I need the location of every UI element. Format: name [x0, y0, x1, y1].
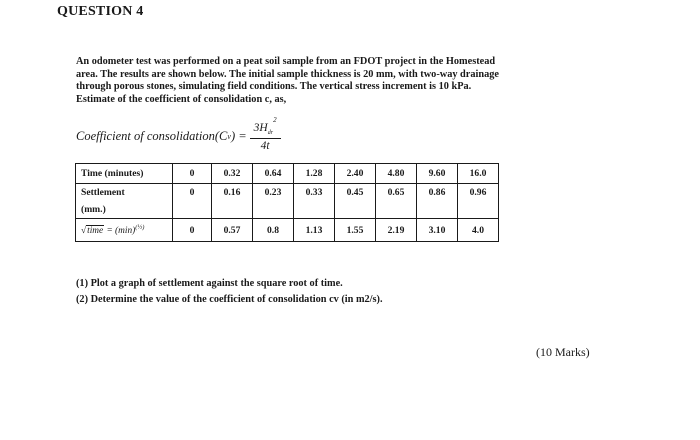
- table-cell: 4.80: [376, 164, 417, 184]
- table-cell: 0: [173, 219, 212, 242]
- task-item: (1) Plot a graph of settlement against the square root of time.: [76, 278, 343, 289]
- table-cell: 1.55: [335, 219, 376, 242]
- table-cell: 0.32: [212, 164, 253, 184]
- question-heading: QUESTION 4: [57, 4, 144, 19]
- formula-lhs-end: ) =: [230, 128, 247, 143]
- table-cell: 0: [173, 164, 212, 184]
- table-cell: 4.0: [458, 219, 499, 242]
- table-cell: 1.13: [294, 219, 335, 242]
- table-row-time: [76, 164, 499, 184]
- table-row-settlement: [76, 184, 499, 202]
- statement-line: area. The results are shown below. The initial sample thickness is 20 mm, with two-way drainage: [76, 68, 499, 80]
- table-cell: 9.60: [417, 164, 458, 184]
- table-cell: 3.10: [417, 219, 458, 242]
- formula-lhs: Coefficient of consolidation(C: [76, 128, 228, 143]
- formula-numerator: [250, 116, 281, 138]
- formula-fraction: [250, 116, 281, 152]
- row-header-settlement-units: (mm.): [76, 201, 173, 219]
- sqrt-label-sup: (½): [135, 223, 145, 231]
- formula-lhs-sub: v: [227, 131, 231, 141]
- table-row-sqrt-time: [76, 219, 499, 242]
- numerator-sup: 2: [273, 116, 277, 125]
- table-cell: 1.28: [294, 164, 335, 184]
- table-cell: 0.64: [253, 164, 294, 184]
- sqrt-label-rest: = (min): [106, 226, 136, 237]
- statement-line: Estimate of the coefficient of consolidation c, as,: [76, 93, 287, 105]
- table-cell: 0.86: [417, 184, 458, 219]
- task-item: (2) Determine the value of the coefficient of consolidation cv (in m2/s).: [76, 294, 383, 305]
- numerator-text: 3H: [253, 122, 268, 135]
- table-cell: 0.45: [335, 184, 376, 219]
- formula-denominator: 4t: [260, 139, 270, 152]
- table-cell: 0.33: [294, 184, 335, 219]
- table-cell: 0.8: [253, 219, 294, 242]
- statement-line: An odometer test was performed on a peat soil sample from an FDOT project in the Homestead: [76, 56, 496, 67]
- table-cell: 16.0: [458, 164, 499, 184]
- sqrt-time-label: √time = $(\min)^{(\frac{1}{2})}$: [81, 223, 145, 237]
- row-header-time: Time (minutes): [76, 164, 173, 184]
- problem-statement: [76, 56, 591, 106]
- statement-line: through porous stones, simulating field conditions. The vertical stress increment is 10 kPa.: [76, 81, 472, 93]
- row-header-sqrt-time: [76, 219, 173, 242]
- table-cell: 0.16: [212, 184, 253, 219]
- marks-label: (10 Marks): [536, 345, 590, 359]
- table-cell: 0: [173, 184, 212, 219]
- row-header-settlement: Settlement: [76, 184, 173, 202]
- numerator-sub: dr: [267, 130, 274, 137]
- sqrt-radicand: time: [87, 226, 104, 237]
- table-cell: 0.23: [253, 184, 294, 219]
- table-cell: 0.96: [458, 184, 499, 219]
- task-list: [76, 276, 383, 308]
- table-cell: 2.40: [335, 164, 376, 184]
- results-table: [75, 163, 499, 242]
- consolidation-formula: [76, 118, 281, 154]
- table-cell: 0.57: [212, 219, 253, 242]
- table-cell: 0.65: [376, 184, 417, 219]
- table-cell: 2.19: [376, 219, 417, 242]
